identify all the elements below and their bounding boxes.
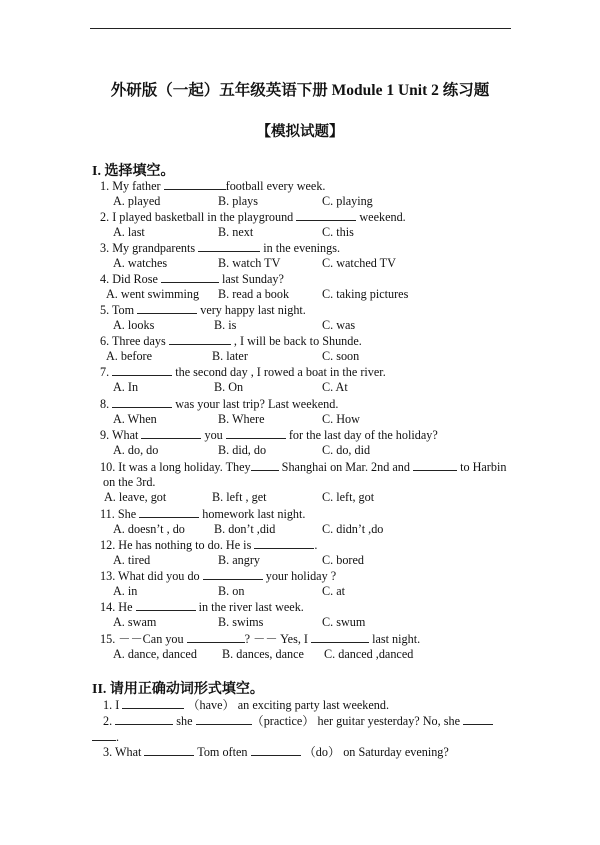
question-8: 8. was your last trip? Last weekend. bbox=[100, 397, 339, 411]
header-rule bbox=[90, 28, 511, 29]
q10-option-a: A. leave, got bbox=[104, 490, 167, 504]
answer-blank[interactable] bbox=[161, 271, 219, 283]
q15-option-b: B. dances, dance bbox=[222, 647, 304, 661]
section1-heading: I. 选择填空。 bbox=[92, 164, 175, 179]
question-9: 9. What you for the last day of the holiday? bbox=[100, 428, 438, 442]
answer-blank[interactable] bbox=[196, 713, 252, 725]
q9-option-a: A. do, do bbox=[113, 443, 159, 457]
answer-blank[interactable] bbox=[141, 427, 201, 439]
question-4: 4. Did Rose last Sunday? bbox=[100, 272, 284, 286]
q11-option-c: C. didn’t ,do bbox=[322, 522, 384, 536]
fill-item-1: 1. I （have） an exciting party last weekend. bbox=[103, 698, 390, 712]
q12-option-a: A. tired bbox=[113, 553, 151, 567]
q7-option-b: B. On bbox=[214, 380, 244, 394]
answer-blank[interactable] bbox=[112, 364, 172, 376]
q2-option-b: B. next bbox=[218, 225, 254, 239]
answer-blank[interactable] bbox=[226, 427, 286, 439]
answer-blank[interactable] bbox=[92, 729, 116, 741]
q1-option-b: B. plays bbox=[218, 194, 258, 208]
q4-option-c: C. taking pictures bbox=[322, 287, 409, 301]
section2-heading: II. 请用正确动词形式填空。 bbox=[92, 682, 264, 697]
q5-option-c: C. was bbox=[322, 318, 356, 332]
question-10-continuation: on the 3rd. bbox=[103, 475, 156, 489]
q13-option-a: A. in bbox=[113, 584, 138, 598]
q8-option-b: B. Where bbox=[218, 412, 265, 426]
question-12: 12. He has nothing to do. He is . bbox=[100, 538, 318, 552]
answer-blank[interactable] bbox=[137, 302, 197, 314]
q9-option-c: C. do, did bbox=[322, 443, 371, 457]
q11-option-b: B. don’t ,did bbox=[214, 522, 276, 536]
answer-blank[interactable] bbox=[203, 568, 263, 580]
q8-option-a: A. When bbox=[113, 412, 157, 426]
q13-option-b: B. on bbox=[218, 584, 245, 598]
q1-option-c: C. playing bbox=[322, 194, 373, 208]
q5-option-a: A. looks bbox=[113, 318, 155, 332]
question-10: 10. It was a long holiday. They Shanghai on Mar. 2nd and to Harbin bbox=[100, 460, 507, 474]
question-1: 1. My father football every week. bbox=[100, 179, 326, 193]
q8-option-c: C. How bbox=[322, 412, 360, 426]
fill-item-3: 3. What Tom often （do） on Saturday evening? bbox=[103, 745, 449, 759]
q6-option-a: A. before bbox=[106, 349, 153, 363]
answer-blank[interactable] bbox=[122, 697, 184, 709]
q15-option-a: A. dance, danced bbox=[113, 647, 197, 661]
q12-option-b: B. angry bbox=[218, 553, 260, 567]
page-subtitle: 【模拟试题】 bbox=[256, 124, 344, 140]
q12-option-c: C. bored bbox=[322, 553, 364, 567]
answer-blank[interactable] bbox=[463, 713, 493, 725]
q14-option-a: A. swam bbox=[113, 615, 157, 629]
question-14: 14. He in the river last week. bbox=[100, 600, 304, 614]
q11-option-a: A. doesn’t , do bbox=[113, 522, 185, 536]
page-title: 外研版（一起）五年级英语下册 Module 1 Unit 2 练习题 bbox=[110, 82, 490, 99]
answer-blank[interactable] bbox=[251, 459, 279, 471]
q14-option-b: B. swims bbox=[218, 615, 264, 629]
q4-option-b: B. read a book bbox=[218, 287, 290, 301]
fill-item-2: 2. she （practice） her guitar yesterday? No, she bbox=[103, 713, 493, 729]
answer-blank[interactable] bbox=[144, 744, 194, 756]
answer-blank[interactable] bbox=[136, 599, 196, 611]
answer-blank[interactable] bbox=[139, 506, 199, 518]
answer-blank[interactable] bbox=[413, 459, 457, 471]
question-7: 7. the second day , I rowed a boat in the river. bbox=[100, 365, 386, 379]
question-3: 3. My grandparents in the evenings. bbox=[100, 241, 341, 255]
q3-option-b: B. watch TV bbox=[218, 256, 281, 270]
answer-blank[interactable] bbox=[164, 178, 226, 190]
q13-option-c: C. at bbox=[322, 584, 346, 598]
answer-blank[interactable] bbox=[198, 240, 260, 252]
q7-option-c: C. At bbox=[322, 380, 348, 394]
q15-option-c: C. danced ,danced bbox=[324, 647, 414, 661]
fill-item-2-continuation: . bbox=[92, 729, 119, 745]
answer-blank[interactable] bbox=[251, 744, 301, 756]
question-11: 11. She homework last night. bbox=[100, 507, 306, 521]
q7-option-a: A. In bbox=[113, 380, 139, 394]
q9-option-b: B. did, do bbox=[218, 443, 267, 457]
answer-blank[interactable] bbox=[112, 396, 172, 408]
answer-blank[interactable] bbox=[254, 537, 314, 549]
q1-option-a: A. played bbox=[113, 194, 161, 208]
q5-option-b: B. is bbox=[214, 318, 237, 332]
q14-option-c: C. swum bbox=[322, 615, 366, 629]
q10-option-c: C. left, got bbox=[322, 490, 375, 504]
answer-blank[interactable] bbox=[187, 631, 245, 643]
answer-blank[interactable] bbox=[115, 713, 173, 725]
q3-option-c: C. watched TV bbox=[322, 256, 396, 270]
question-15: 15. －－Can you ? －－ Yes, I last night. bbox=[100, 632, 421, 646]
question-13: 13. What did you do your holiday ? bbox=[100, 569, 337, 583]
q3-option-a: A. watches bbox=[113, 256, 168, 270]
question-2: 2. I played basketball in the playground weekend. bbox=[100, 210, 406, 224]
answer-blank[interactable] bbox=[311, 631, 369, 643]
q6-option-b: B. later bbox=[212, 349, 248, 363]
q4-option-a: A. went swimming bbox=[106, 287, 200, 301]
answer-blank[interactable] bbox=[169, 333, 231, 345]
question-5: 5. Tom very happy last night. bbox=[100, 303, 306, 317]
q2-option-c: C. this bbox=[322, 225, 354, 239]
q10-option-b: B. left , get bbox=[212, 490, 267, 504]
q6-option-c: C. soon bbox=[322, 349, 360, 363]
q2-option-a: A. last bbox=[113, 225, 145, 239]
question-6: 6. Three days , I will be back to Shunde. bbox=[100, 334, 362, 348]
answer-blank[interactable] bbox=[296, 209, 356, 221]
